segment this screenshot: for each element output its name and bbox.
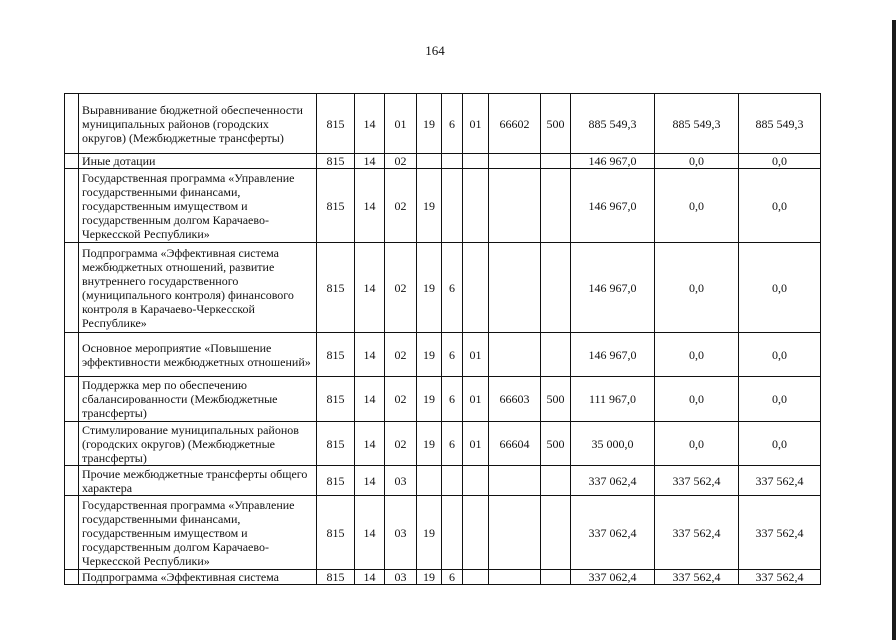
cell-c2: 14: [355, 333, 385, 377]
page-number: 164: [425, 43, 445, 58]
cell-v2: 0,0: [655, 169, 739, 243]
cell-c7: [489, 169, 541, 243]
cell-c3: 03: [385, 496, 417, 570]
cell-c4: 19: [417, 570, 442, 585]
index-cell: [65, 169, 79, 243]
cell-c8: [541, 466, 571, 496]
cell-c3: 02: [385, 377, 417, 422]
cell-c3: 02: [385, 333, 417, 377]
cell-v3: 885 549,3: [739, 94, 821, 154]
cell-v3: 337 562,4: [739, 570, 821, 585]
cell-c2: 14: [355, 422, 385, 466]
cell-c2: 14: [355, 169, 385, 243]
cell-c7: [489, 243, 541, 333]
cell-c4: 19: [417, 243, 442, 333]
cell-c2: 14: [355, 154, 385, 169]
cell-c8: [541, 169, 571, 243]
cell-v1: 146 967,0: [571, 243, 655, 333]
cell-v3: 337 562,4: [739, 466, 821, 496]
cell-c5: 6: [442, 243, 463, 333]
cell-c2: 14: [355, 496, 385, 570]
cell-v2: 0,0: [655, 154, 739, 169]
cell-c4: [417, 466, 442, 496]
cell-c7: [489, 333, 541, 377]
cell-c3: 02: [385, 169, 417, 243]
cell-c6: 01: [463, 94, 489, 154]
cell-c3: 02: [385, 243, 417, 333]
cell-c7: 66602: [489, 94, 541, 154]
cell-v3: 337 562,4: [739, 496, 821, 570]
cell-c7: [489, 570, 541, 585]
cell-v2: 0,0: [655, 377, 739, 422]
cell-c8: [541, 243, 571, 333]
cell-v3: 0,0: [739, 169, 821, 243]
index-cell: [65, 243, 79, 333]
index-cell: [65, 333, 79, 377]
item-name-cell: Подпрограмма «Эффективная система межбюджетных отношений, развитие внутреннего государственного (муниципального контроля) финансового контроля в Карачаево-Черкесской Республике»: [79, 243, 317, 333]
cell-c1: 815: [317, 570, 355, 585]
cell-v2: 0,0: [655, 422, 739, 466]
cell-v3: 0,0: [739, 243, 821, 333]
cell-c1: 815: [317, 333, 355, 377]
cell-c3: 02: [385, 422, 417, 466]
cell-v3: 0,0: [739, 422, 821, 466]
cell-c8: 500: [541, 377, 571, 422]
cell-c6: [463, 496, 489, 570]
cell-c1: 815: [317, 422, 355, 466]
cell-c4: 19: [417, 496, 442, 570]
cell-c1: 815: [317, 466, 355, 496]
item-name-cell: Основное мероприятие «Повышение эффективности межбюджетных отношений»: [79, 333, 317, 377]
cell-c2: 14: [355, 466, 385, 496]
cell-c1: 815: [317, 154, 355, 169]
index-cell: [65, 422, 79, 466]
item-name-cell: Прочие межбюджетные трансферты общего характера: [79, 466, 317, 496]
cell-c2: 14: [355, 570, 385, 585]
cell-c7: [489, 154, 541, 169]
cell-c4: [417, 154, 442, 169]
table-row: [65, 94, 821, 154]
index-cell: [65, 377, 79, 422]
item-name-cell: Иные дотации: [79, 154, 317, 169]
cell-v1: 146 967,0: [571, 169, 655, 243]
cell-c1: 815: [317, 94, 355, 154]
cell-c4: 19: [417, 377, 442, 422]
cell-c7: [489, 466, 541, 496]
cell-v1: 337 062,4: [571, 570, 655, 585]
cell-v1: 146 967,0: [571, 333, 655, 377]
index-cell: [65, 466, 79, 496]
cell-c3: 03: [385, 466, 417, 496]
cell-c5: 6: [442, 377, 463, 422]
item-name-cell: Государственная программа «Управление государственными финансами, государственным имуществом и государственным долгом Карачаево-Черкесской Республики»: [79, 496, 317, 570]
cell-c6: 01: [463, 422, 489, 466]
cell-c5: [442, 466, 463, 496]
index-cell: [65, 94, 79, 154]
cell-c6: 01: [463, 333, 489, 377]
cell-v1: 35 000,0: [571, 422, 655, 466]
cell-c2: 14: [355, 377, 385, 422]
cell-v2: 337 562,4: [655, 496, 739, 570]
cell-c5: 6: [442, 422, 463, 466]
table-row: [65, 154, 821, 169]
cell-v1: 885 549,3: [571, 94, 655, 154]
table-row: [65, 466, 821, 496]
cell-c4: 19: [417, 422, 442, 466]
cell-c6: 01: [463, 377, 489, 422]
cell-c4: 19: [417, 169, 442, 243]
cell-c8: [541, 333, 571, 377]
cell-c8: 500: [541, 422, 571, 466]
cell-v1: 146 967,0: [571, 154, 655, 169]
cell-c5: 6: [442, 333, 463, 377]
cell-c5: 6: [442, 570, 463, 585]
cell-c7: 66604: [489, 422, 541, 466]
cell-c6: [463, 154, 489, 169]
cell-v3: 0,0: [739, 154, 821, 169]
cell-c8: [541, 570, 571, 585]
cell-c6: [463, 169, 489, 243]
cell-v2: 0,0: [655, 333, 739, 377]
cell-v2: 337 562,4: [655, 570, 739, 585]
cell-c6: [463, 466, 489, 496]
cell-v2: 885 549,3: [655, 94, 739, 154]
table-row: [65, 243, 821, 333]
table-row: [65, 377, 821, 422]
page-binding-edge: [892, 20, 896, 640]
index-cell: [65, 154, 79, 169]
cell-c2: 14: [355, 94, 385, 154]
cell-v3: 0,0: [739, 333, 821, 377]
item-name-cell: Выравнивание бюджетной обеспеченности муниципальных районов (городских округов) (Межбюджетные трансферты): [79, 94, 317, 154]
cell-c8: [541, 154, 571, 169]
cell-c8: 500: [541, 94, 571, 154]
index-cell: [65, 496, 79, 570]
table-row: [65, 496, 821, 570]
item-name-cell: Подпрограмма «Эффективная система: [79, 570, 317, 585]
table-row: [65, 169, 821, 243]
cell-c1: 815: [317, 243, 355, 333]
cell-c5: [442, 169, 463, 243]
cell-c5: [442, 154, 463, 169]
table-row: [65, 570, 821, 585]
cell-c8: [541, 496, 571, 570]
cell-c3: 03: [385, 570, 417, 585]
table-row: [65, 333, 821, 377]
cell-v1: 337 062,4: [571, 496, 655, 570]
index-cell: [65, 570, 79, 585]
cell-c2: 14: [355, 243, 385, 333]
cell-c4: 19: [417, 333, 442, 377]
cell-c1: 815: [317, 496, 355, 570]
cell-v3: 0,0: [739, 377, 821, 422]
table-row: [65, 422, 821, 466]
item-name-cell: Стимулирование муниципальных районов (городских округов) (Межбюджетные трансферты): [79, 422, 317, 466]
budget-table: [64, 93, 821, 585]
cell-c1: 815: [317, 377, 355, 422]
cell-v1: 111 967,0: [571, 377, 655, 422]
cell-c5: [442, 496, 463, 570]
cell-c7: 66603: [489, 377, 541, 422]
cell-c7: [489, 496, 541, 570]
cell-c5: 6: [442, 94, 463, 154]
cell-v1: 337 062,4: [571, 466, 655, 496]
cell-c4: 19: [417, 94, 442, 154]
cell-v2: 337 562,4: [655, 466, 739, 496]
item-name-cell: Поддержка мер по обеспечению сбалансированности (Межбюджетные трансферты): [79, 377, 317, 422]
cell-c3: 02: [385, 154, 417, 169]
cell-c3: 01: [385, 94, 417, 154]
cell-c6: [463, 570, 489, 585]
cell-c1: 815: [317, 169, 355, 243]
cell-v2: 0,0: [655, 243, 739, 333]
item-name-cell: Государственная программа «Управление государственными финансами, государственным имуществом и государственным долгом Карачаево-Черкесской Республики»: [79, 169, 317, 243]
cell-c6: [463, 243, 489, 333]
